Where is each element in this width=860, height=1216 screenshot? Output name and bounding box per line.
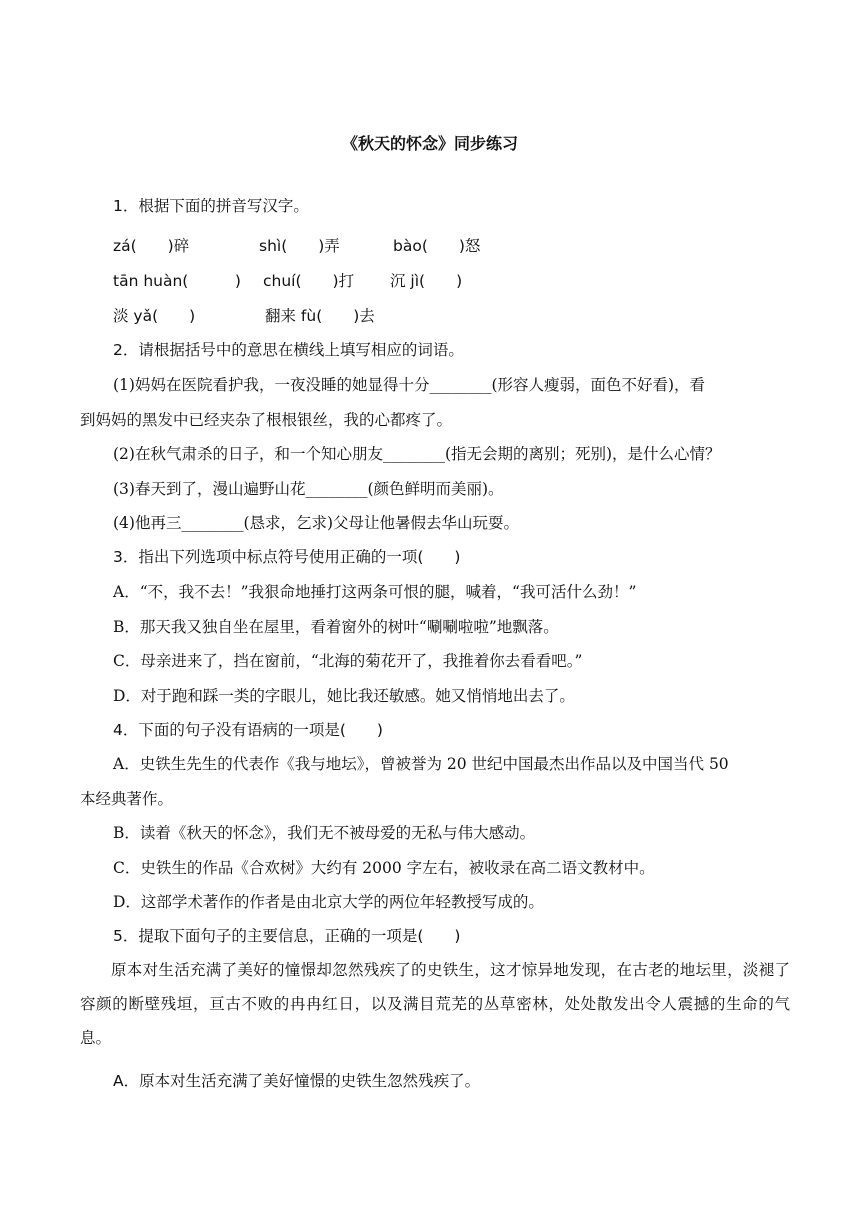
- q3-stem: 3．指出下列选项中标点符号使用正确的一项( ): [113, 548, 461, 566]
- q2-item-4: (4)他再三________(恳求，乞求)父母让他暑假去华山玩耍。: [113, 514, 520, 532]
- q2-item-1: (1)妈妈在医院看护我，一夜没睡的她显得十分________(形容人瘦弱，面色不好看)，看: [113, 376, 706, 394]
- q1-item: chuí( )打: [263, 272, 355, 290]
- q1-item: 沉 jì( ): [390, 272, 463, 290]
- q2-item-3: (3)春天到了，漫山遍野山花________(颜色鲜明而美丽)。: [113, 480, 504, 498]
- q5-stem: 5．提取下面句子的主要信息，正确的一项是( ): [113, 927, 461, 945]
- q1-item: 淡 yǎ( ): [113, 307, 196, 325]
- q1-item: 翻来 fù( )去: [265, 307, 375, 325]
- page-title: 《秋天的怀念》同步练习: [341, 134, 518, 153]
- q1-stem: 1．根据下面的拼音写汉字。: [113, 197, 309, 215]
- q5-passage: 原本对生活充满了美好的憧憬却忽然残疾了的史铁生，这才惊异地发现，在古老的地坛里，淡褪了容颜的断壁残垣，亘古不败的冉冉红日，以及满目荒芜的丛草密林，处处散发出令人震撼的生命的气息。: [80, 961, 790, 1047]
- q4-option-d: D．这部学术著作的作者是由北京大学的两位年轻教授写成的。: [113, 893, 544, 911]
- q3-option-c: C．母亲进来了，挡在窗前，“北海的菊花开了，我推着你去看看吧。”: [113, 652, 583, 670]
- q4-option-a: A．史铁生先生的代表作《我与地坛》，曾被誉为 20 世纪中国最杰出作品以及中国当代 50: [113, 755, 729, 773]
- q1-item: tān huàn( ): [113, 272, 241, 290]
- q3-option-a: A．“不，我不去！”我狠命地捶打这两条可恨的腿，喊着，“我可活什么劲！”: [113, 583, 637, 601]
- q1-item: zá( )碎: [113, 237, 190, 255]
- q1-item: shì( )弄: [259, 237, 340, 255]
- q3-option-d: D．对于跑和踩一类的字眼儿，她比我还敏感。她又悄悄地出去了。: [113, 687, 575, 705]
- q1-item: bào( )怒: [393, 237, 481, 255]
- q3-option-b: B．那天我又独自坐在屋里，看着窗外的树叶“唰唰啦啦”地飘落。: [113, 618, 559, 636]
- q4-option-b: B．读着《秋天的怀念》，我们无不被母爱的无私与伟大感动。: [113, 824, 536, 842]
- q4-stem: 4．下面的句子没有语病的一项是( ): [113, 721, 383, 739]
- q4-option-c: C．史铁生的作品《合欢树》大约有 2000 字左右，被收录在高二语文教材中。: [113, 859, 655, 877]
- q4-option-a-cont: 本经典著作。: [80, 790, 174, 808]
- q2-item-1-cont: 到妈妈的黑发中已经夹杂了根根银丝，我的心都疼了。: [80, 411, 453, 429]
- q5-option-a: A．原本对生活充满了美好憧憬的史铁生忽然残疾了。: [113, 1072, 481, 1090]
- q2-stem: 2．请根据括号中的意思在横线上填写相应的词语。: [113, 341, 464, 359]
- q2-item-2: (2)在秋气肃杀的日子，和一个知心朋友________(指无会期的离别；死别)，是什么心情？: [113, 445, 721, 463]
